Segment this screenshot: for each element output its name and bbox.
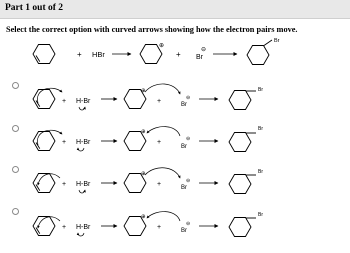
option-2-scheme xyxy=(33,126,263,152)
cation-charge: ⊕ xyxy=(141,171,146,177)
curved-arrow xyxy=(78,233,84,236)
product-ring xyxy=(247,46,269,65)
plus-sign: + xyxy=(77,50,82,59)
anion-charge: ⊖ xyxy=(186,221,191,227)
product-bromine: Br xyxy=(274,38,280,44)
curved-arrow xyxy=(79,190,85,193)
plus-sign: + xyxy=(157,224,162,231)
product-bromine: Br xyxy=(258,212,263,218)
cyclohexene-structure xyxy=(33,174,55,193)
curved-arrow xyxy=(78,148,84,151)
cyclohexene-structure xyxy=(33,217,55,236)
plus-sign: + xyxy=(157,98,162,105)
bromide-anion: Br xyxy=(181,102,187,108)
plus-sign: + xyxy=(62,139,67,146)
product-ring xyxy=(229,91,251,110)
reagent-hbr: HBr xyxy=(92,50,105,59)
option-4-scheme xyxy=(33,212,263,237)
reagent-hbr: H-Br xyxy=(76,181,91,188)
cyclohexene-structure xyxy=(33,90,55,109)
cation-charge: ⊕ xyxy=(141,214,146,220)
anion-charge: ⊖ xyxy=(186,178,191,184)
bromide-anion: Br xyxy=(181,144,187,150)
reagent-hbr: H-Br xyxy=(76,224,91,231)
option-3-scheme xyxy=(33,168,263,194)
reagent-hbr: H-Br xyxy=(76,98,91,105)
anion-charge: ⊖ xyxy=(186,95,191,101)
curved-arrow xyxy=(145,168,180,178)
part-title: Part 1 out of 2 xyxy=(5,3,64,13)
option-1-scheme xyxy=(33,84,263,110)
product-bromine: Br xyxy=(258,126,263,132)
cyclohexene-structure xyxy=(33,45,55,64)
cyclohexene-structure xyxy=(33,132,55,151)
plus-sign: + xyxy=(62,98,67,105)
cation-charge: ⊕ xyxy=(141,129,146,135)
curved-arrow xyxy=(147,212,180,221)
bromide-anion: Br xyxy=(181,228,187,234)
plus-sign: + xyxy=(176,50,181,59)
cation-charge: ⊕ xyxy=(159,43,165,49)
product-ring xyxy=(229,133,251,152)
plus-sign: + xyxy=(157,181,162,188)
product-bromine: Br xyxy=(258,87,263,93)
bromide-anion: Br xyxy=(181,185,187,191)
product-bromine: Br xyxy=(258,169,263,175)
plus-sign: + xyxy=(157,139,162,146)
cation-charge: ⊕ xyxy=(141,88,146,94)
reagent-hbr: H-Br xyxy=(76,139,91,146)
curved-arrow xyxy=(38,174,60,185)
plus-sign: + xyxy=(62,224,67,231)
bromide-anion: Br xyxy=(196,54,203,61)
anion-charge: ⊖ xyxy=(201,47,207,53)
plus-sign: + xyxy=(62,181,67,188)
question-text: Select the correct option with curved arrows showing how the electron pairs move. xyxy=(6,25,298,34)
curved-arrow xyxy=(79,107,85,110)
product-ring xyxy=(229,218,251,237)
curved-arrow xyxy=(38,217,60,228)
curved-arrow xyxy=(145,84,180,94)
anion-charge: ⊖ xyxy=(186,136,191,142)
product-ring xyxy=(229,175,251,194)
curved-arrow xyxy=(147,127,180,136)
header-reaction xyxy=(33,38,280,65)
